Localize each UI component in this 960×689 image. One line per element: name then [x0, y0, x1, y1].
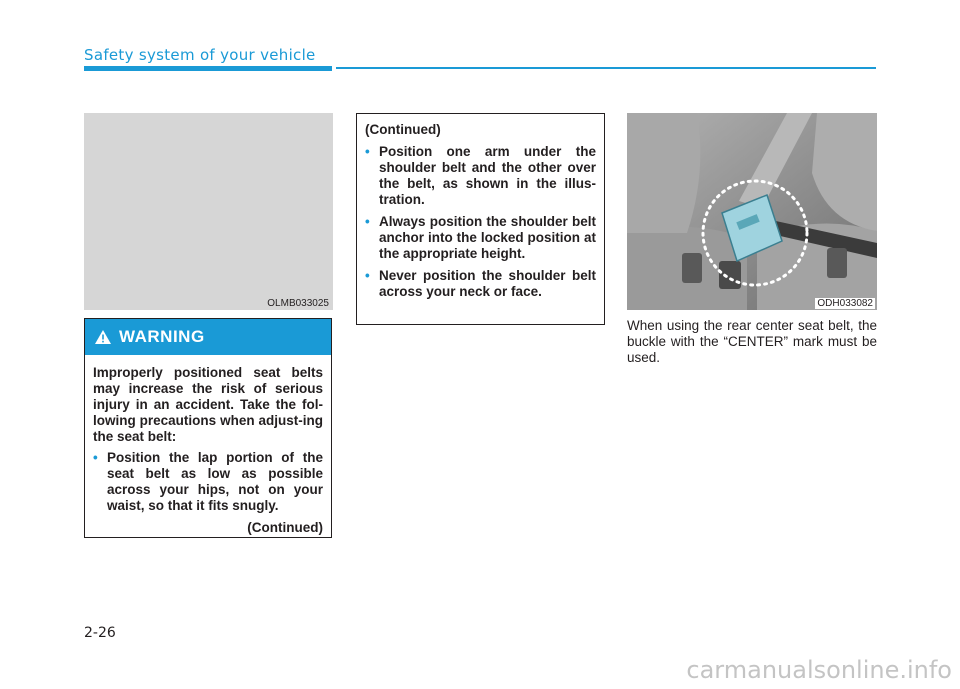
right-figure-code: ODH033082: [817, 298, 873, 309]
bullet-dot-icon: •: [365, 144, 370, 159]
body-text: When using the rear center seat belt, the buckle with the “CENTER” mark must be used.: [627, 318, 877, 365]
warning-bullet-text: Position the lap portion of the seat belt as low as possible across your hips, not on your waist, so that it fits snugly.: [107, 450, 323, 513]
watermark: carmanualsonline.info: [686, 656, 952, 684]
warning-bullet: [93, 450, 323, 514]
warning-triangle-icon: [95, 330, 111, 344]
bullet-dot-icon: •: [93, 450, 98, 465]
section-title: Safety system of your vehicle: [84, 46, 316, 64]
continued-heading: (Continued): [365, 122, 441, 137]
left-figure-code: OLMB033025: [267, 298, 329, 309]
bullet-dot-icon: •: [365, 214, 370, 229]
continued-bullet: [365, 144, 596, 208]
warning-label: WARNING: [119, 327, 205, 346]
right-figure: [627, 113, 877, 310]
continued-box: [356, 113, 605, 325]
warning-box: [84, 318, 332, 538]
warning-header: [85, 319, 331, 355]
page-number: 2-26: [84, 625, 116, 641]
continued-bullet-text: Position one arm under the shoulder belt and the other over the belt, as shown in the illus-tration.: [379, 144, 596, 207]
continued-bullet-text: Never position the shoulder belt across your neck or face.: [379, 268, 596, 299]
warning-intro: Improperly positioned seat belts may increase the risk of serious injury in an accident. Take the fol-lowing precautions when adjust-ing the seat belt:: [93, 365, 323, 444]
continued-bullet: [365, 214, 596, 262]
left-figure: [84, 113, 333, 310]
warning-continued: (Continued): [247, 520, 323, 535]
header-rule-thick: [84, 66, 332, 71]
continued-bullet-text: Always position the shoulder belt anchor into the locked position at the appropriate height.: [379, 214, 596, 261]
seat-belt-buckle-illustration: [627, 113, 877, 310]
bullet-dot-icon: •: [365, 268, 370, 283]
continued-bullet: [365, 268, 596, 300]
header-rule-thin: [336, 67, 876, 69]
